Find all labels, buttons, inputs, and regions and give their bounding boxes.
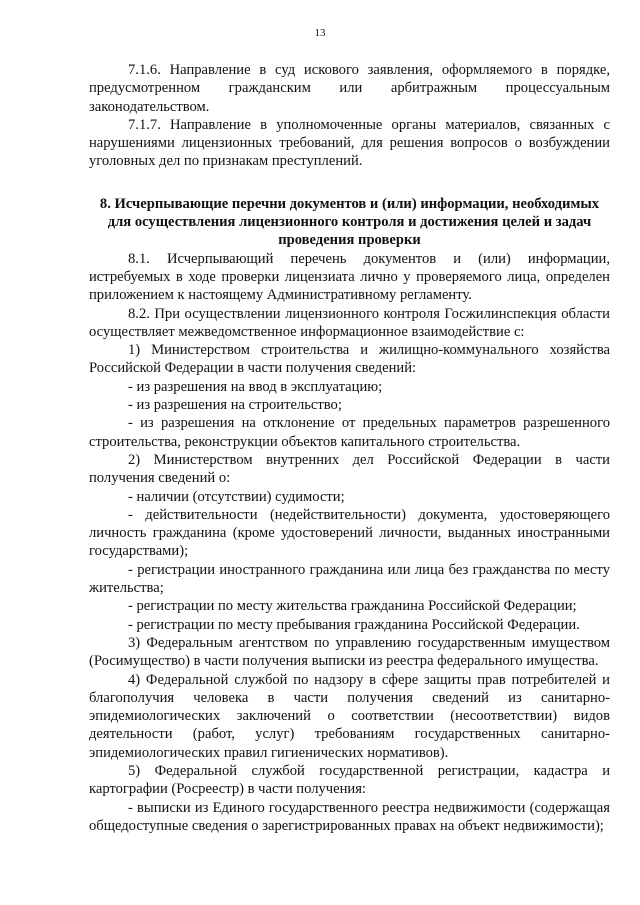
org-5-paragraph: 5) Федеральной службой государственной регистрации, кадастра и картографии (Росреестр) в части получения: xyxy=(89,762,610,798)
paragraph-8-1: 8.1. Исчерпывающий перечень документов и (или) информации, истребуемых в ходе проверки лицензиата лично у проверяемого лица, определен приложением к настоящему Административному регламенту. xyxy=(89,250,610,304)
org-1-paragraph: 1) Министерством строительства и жилищно-коммунального хозяйства Российской Федерации в части получения сведений: xyxy=(89,342,610,377)
org-2-item: - действительности (недействительности) документа, удостоверяющего личность гражданина (кроме удостоверений личности, выданных иностранными государствами); xyxy=(89,506,610,560)
org-5-item: - выписки из Единого государственного реестра недвижимости (содержащая общедоступные сведения о зарегистрированных правах на объект недвижимости); xyxy=(89,799,610,834)
page-number: 13 xyxy=(314,27,326,39)
org-1-item: - из разрешения на отклонение от предельных параметров разрешенного строительства, реконструкции объектов капитального строительства. xyxy=(89,415,610,450)
org-2-item: - регистрации по месту пребывания гражданина Российской Федерации. xyxy=(128,616,580,633)
org-3-paragraph: 3) Федеральным агентством по управлению государственным имуществом (Росимущество) в части получения выписки из реестра федерального имущества. xyxy=(89,634,610,670)
paragraph-7-1-6: 7.1.6. Направление в суд искового заявления, оформляемого в порядке, предусмотренном гражданским или арбитражным процессуальным законодательством. xyxy=(89,62,610,115)
org-2-paragraph: 2) Министерством внутренних дел Российской Федерации в части получения сведений о: xyxy=(89,451,610,487)
org-2-item: - регистрации по месту жительства гражданина Российской Федерации; xyxy=(128,598,577,615)
section-8-heading: 8. Исчерпывающие перечни документов и (или) информации, необходимых для осуществления лицензионного контроля и достижения целей и задач проведения проверки xyxy=(99,195,600,249)
org-1-item: - из разрешения на ввод в эксплуатацию; xyxy=(128,378,383,395)
org-2-item: - наличии (отсутствии) судимости; xyxy=(128,488,345,505)
org-1-item: - из разрешения на строительство; xyxy=(128,397,342,414)
paragraph-8-2: 8.2. При осуществлении лицензионного контроля Госжилинспекция области осуществляет межведомственное информационное взаимодействие с: xyxy=(89,305,610,340)
org-2-item: - регистрации иностранного гражданина или лица без гражданства по месту жительства; xyxy=(89,561,610,597)
org-4-paragraph: 4) Федеральной службой по надзору в сфере защиты прав потребителей и благополучия человека в части получения сведений из санитарно-эпидемиологических заключений о соответствии (несоответствии) видов деятельности (работ, услуг) требованиям государственных санитарно-эпидемиологических правил гигиенических нормативов). xyxy=(89,671,610,761)
paragraph-7-1-7: 7.1.7. Направление в уполномоченные органы материалов, связанных с нарушениями лицензионных требований, для решения вопросов о возбуждении уголовных дел по признакам преступлений. xyxy=(89,116,610,170)
document-body xyxy=(89,61,610,835)
